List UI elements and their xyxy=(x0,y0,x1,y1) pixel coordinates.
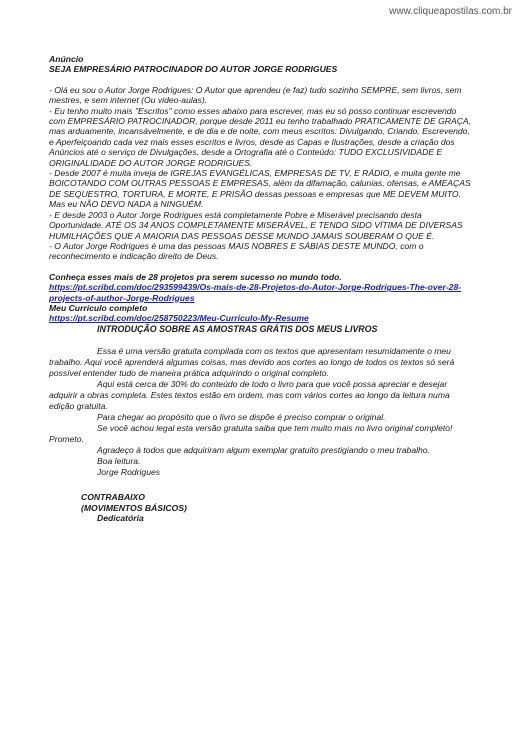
ad-paragraph: - Desde 2007 é muita inveja de IGREJAS EVANGÉLICAS, EMPRESAS DE TV, E RÁDIO, e muita gente me BOICOTANDO COM OUTRAS PESSOAS E EMPRESAS, além da difamação, calunias, ofensas, e AMEAÇAS DE SEQUESTRO, TORTURA, E MORTE, E PRISÃO dessas pessoas e empresas que ME DEVEM MUITO. Mas eu NÃO DEVO NADA à NINGUÉM. xyxy=(49,168,471,210)
intro-paragraph: Se você achou legal esta versão gratuita saiba que tem muito mais no livro original completo! Prometo. xyxy=(49,423,453,445)
section-subtitle: (MOVIMENTOS BÁSICOS) xyxy=(81,502,187,513)
promo-block xyxy=(49,272,474,324)
curriculo-label: Meu Currículo completo xyxy=(49,302,148,313)
promo-text: Conheça esses mais de 28 projetos pra serem sucesso no mundo todo. xyxy=(49,271,342,282)
intro-paragraph: Para chegar ao propósito que o livro se dispõe é preciso comprar o original. xyxy=(97,412,386,423)
ad-body xyxy=(49,85,474,262)
intro-paragraph: Agradeço à todos que adquiriram algum exemplar gratuito prestigiando o meu trabalho. xyxy=(97,445,430,456)
intro-body xyxy=(49,346,474,478)
section-title: CONTRABAIXO xyxy=(81,492,145,503)
ad-paragraph: - Olá eu sou o Autor Jorge Rodrigues: O Autor que aprendeu (e faz) tudo sozinho SEMPRE, sem livros, sem mestres, e sem internet (Ou video-aulas). xyxy=(49,84,462,106)
site-watermark: www.cliqueapostilas.com.br xyxy=(389,6,512,17)
intro-paragraph: Essa é uma versão gratuita compilada com os textos que apresentam resumidamente o meu trabalho. Aqui você aprenderá algumas coisas, mas devido aos cortes ao longo de todos os textos só será possível entender tudo de maneira prática adquirindo o original completo. xyxy=(49,346,455,379)
label-heading: Anúncio xyxy=(49,54,84,64)
document-page xyxy=(49,54,474,523)
ad-paragraph: - O Autor Jorge Rodrigues é uma das pessoas MAIS NOBRES E SÁBIAS DESTE MUNDO, com o reconhecimento e indicação direito de Deus. xyxy=(49,240,424,262)
headline: SEJA EMPRESÁRIO PATROCINADOR DO AUTOR JORGE RODRIGUES xyxy=(49,64,338,75)
section-heading xyxy=(49,492,474,513)
ad-paragraph: - Eu tenho muito mais "Escritos" como esses abaixo para escrever, mas eu só posso continuar escrevendo com EMPRESÁRIO PATROCINADOR, porque desde 2011 eu tenho trabalhado PRATICAMENTE DE GRAÇA, mas arduamente, incansávelmente, e de dia e de noite, com meus escritos: Divulgando, Criando, Escrevendo, e Aperfeiçoando cada vez mais esses escritos e livros, desde as Capas e Ilustrações, desde a criação dos Anúncios até o serviço de Divulgações, desde a Ortografia até o Conteúdo: TUDO EXCLUSIVIDADE E ORIGINALIDADE DO AUTOR JORGE RODRIGUES. xyxy=(49,105,472,168)
ad-paragraph: - E desde 2003 o Autor Jorge Rodrigues está completamente Pobre e Miserável precisando desta Oportunidade. ATÉ OS 34 ANOS COMPLETAMENTE MISERÁVEL, E TENDO SIDO VÍTIMA DE DIVERSAS HUMILHAÇÕES QUE A MAIORIA DAS PESSOAS DESSE MUNDO JAMAIS SOUBERAM O QUE É. xyxy=(49,209,463,241)
author-signature: Jorge Rodrigues xyxy=(97,467,161,478)
closing-text: Boa leitura. xyxy=(97,456,141,467)
intro-title: INTRODUÇÃO SOBRE AS AMOSTRAS GRÁTIS DOS MEUS LIVROS xyxy=(97,323,378,334)
resume-link[interactable]: https://pt.scribd.com/doc/258750223/Meu-Curriculo-My-Resume xyxy=(49,313,309,324)
projects-link[interactable]: https://pt.scribd.com/doc/293599439/Os-mais-de-28-Projetos-do-Autor-Jorge-Rodrigues-The-over-28-projects-of-author-Jorge-Rodrigues xyxy=(49,282,462,303)
intro-paragraph: Aqui está cerca de 30% do conteúdo de todo o livro para que você possa apreciar e desejar adquirir a obras completa. Estes textos estão em ordem, mas com vários cortes ao longo da leitura numa edição gratuita. xyxy=(49,379,450,412)
dedication-heading: Dedicatória xyxy=(97,512,144,523)
